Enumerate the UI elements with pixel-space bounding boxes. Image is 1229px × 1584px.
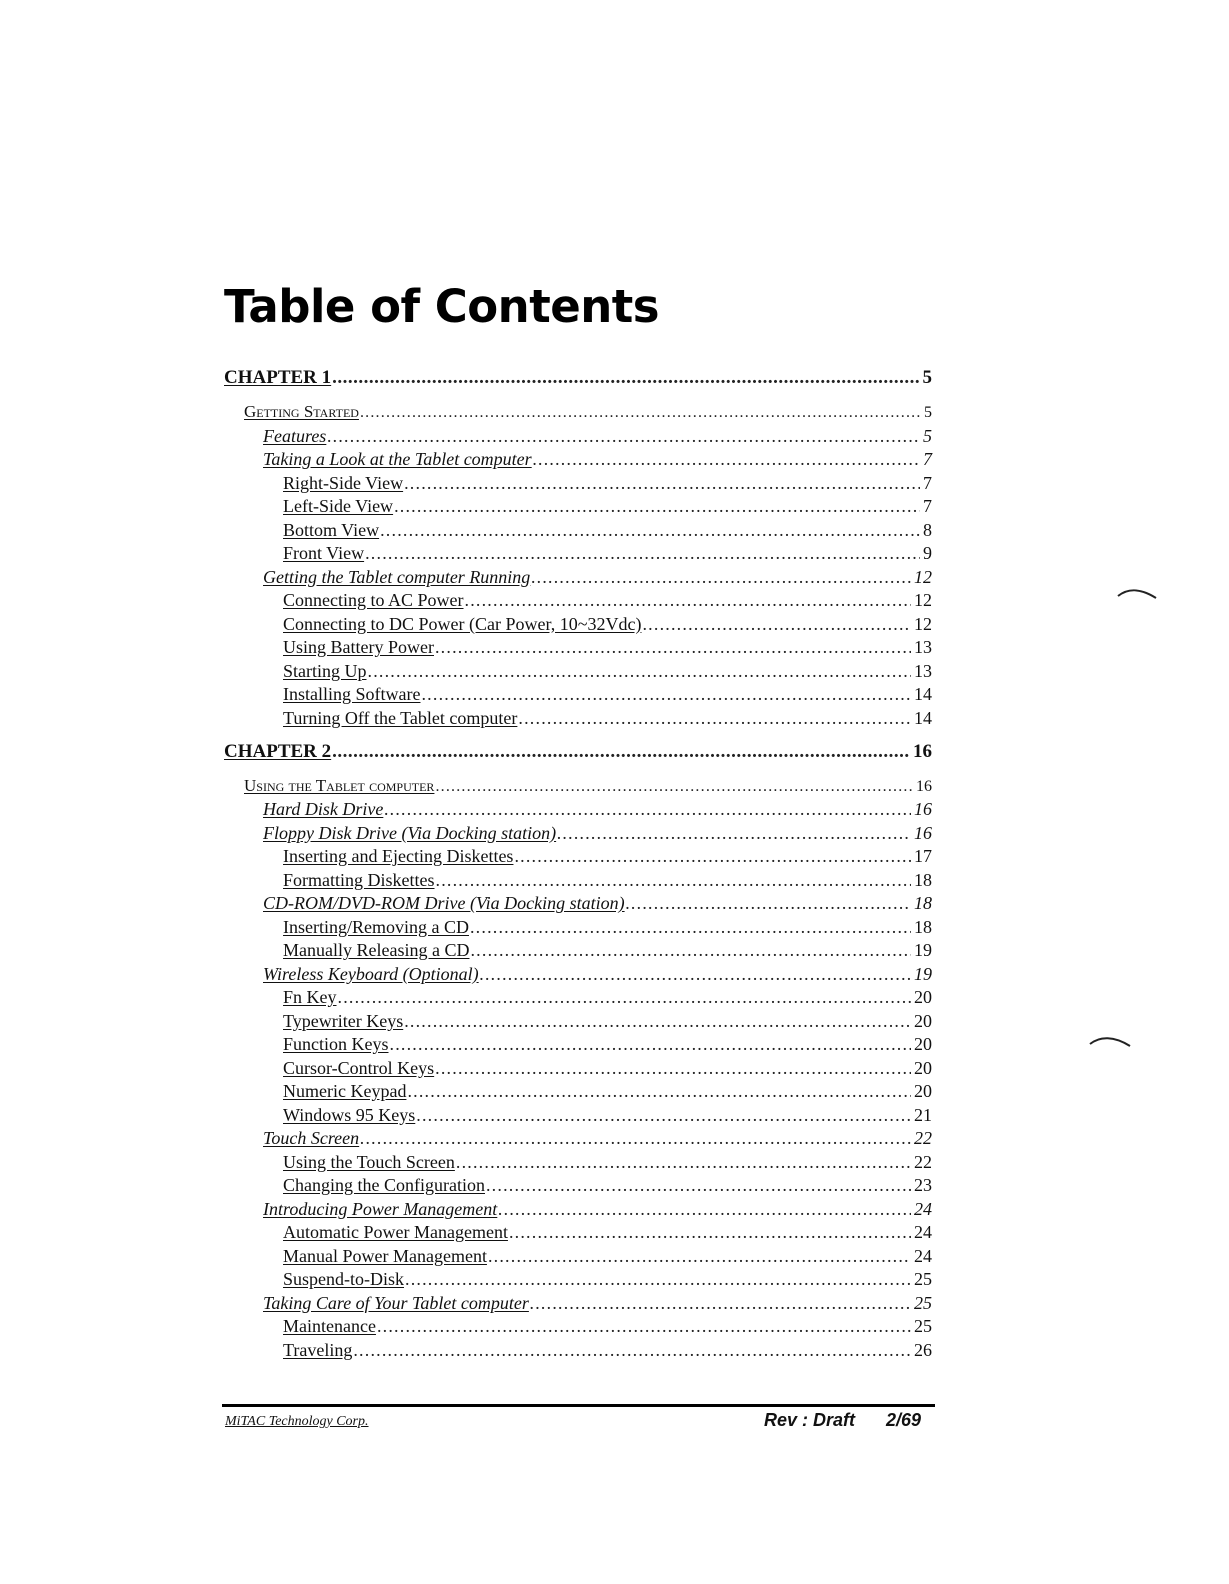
toc-entry-section[interactable] — [244, 774, 932, 798]
toc-dot-leader — [486, 1173, 911, 1197]
toc-entry-label: Bottom View — [283, 519, 380, 540]
toc-entry-label: Inserting and Ejecting Diskettes — [283, 846, 514, 866]
toc-entry-label: Touch Screen — [263, 1128, 360, 1148]
toc-entry-page: 12 — [914, 613, 932, 634]
toc-dot-leader — [456, 1150, 911, 1174]
toc-dot-leader — [327, 424, 920, 448]
toc-entry-label: Features — [263, 425, 327, 446]
toc-entry-sub2[interactable] — [283, 1009, 932, 1033]
toc-entry-label: Changing the Configuration — [283, 1175, 485, 1195]
toc-entry-sub2[interactable] — [283, 1338, 932, 1362]
toc-dot-leader — [530, 1291, 911, 1315]
toc-entry-page: 16 — [914, 799, 932, 819]
toc-dot-leader — [514, 844, 911, 868]
toc-entry-sub1[interactable] — [263, 1291, 932, 1315]
toc-entry-label: Introducing Power Management — [263, 1198, 498, 1219]
toc-entry-label: Formatting Diskettes — [283, 869, 435, 890]
scan-mark — [1116, 584, 1160, 604]
toc-entry-page: 22 — [914, 1128, 932, 1148]
toc-entry-page: 14 — [914, 707, 932, 728]
toc-entry-page: 24 — [914, 1222, 932, 1242]
toc-entry-label: Suspend-to-Disk — [283, 1269, 404, 1289]
toc-entry-label: CHAPTER 1 — [224, 367, 332, 388]
toc-dot-leader — [332, 740, 910, 764]
toc-entry-page: 20 — [914, 987, 932, 1007]
toc-entry-page: 20 — [914, 1081, 932, 1101]
toc-entry-label: Floppy Disk Drive (Via Docking station) — [263, 822, 557, 843]
toc-entry-page: 13 — [914, 637, 932, 657]
toc-entry-page: 16 — [913, 740, 932, 762]
toc-entry-label: Getting Started — [244, 402, 359, 421]
toc-entry-page: 12 — [914, 590, 932, 610]
toc-dot-leader — [407, 1079, 911, 1103]
toc-entry-page: 20 — [914, 1010, 932, 1031]
toc-entry-page: 18 — [914, 893, 932, 913]
toc-entry-sub1[interactable] — [263, 424, 932, 448]
toc-entry-label: Manually Releasing a CD — [283, 940, 470, 960]
toc-entry-label: Cursor-Control Keys — [283, 1057, 435, 1078]
toc-entry-label: Maintenance — [283, 1316, 376, 1336]
scan-mark — [1088, 1032, 1132, 1052]
toc-dot-leader — [470, 915, 911, 939]
toc-entry-sub2[interactable] — [283, 1103, 932, 1127]
toc-entry-sub1[interactable] — [263, 891, 932, 915]
toc-entry-label: Numeric Keypad — [283, 1081, 407, 1101]
toc-entry-sub2[interactable] — [283, 471, 932, 495]
toc-entry-page: 8 — [923, 519, 932, 540]
toc-entry-page: 7 — [923, 472, 932, 493]
toc-dot-leader — [498, 1197, 911, 1221]
toc-entry-sub1[interactable] — [263, 447, 932, 471]
toc-entry-sub2[interactable] — [283, 985, 932, 1009]
toc-entry-sub1[interactable] — [263, 1126, 932, 1150]
toc-entry-page: 16 — [916, 777, 932, 795]
toc-dot-leader — [488, 1244, 911, 1268]
toc-entry-page: 21 — [914, 1104, 932, 1125]
toc-entry-sub1[interactable] — [263, 797, 932, 821]
toc-entry-sub2[interactable] — [283, 635, 932, 659]
toc-entry-label: CHAPTER 2 — [224, 740, 332, 762]
toc-dot-leader — [533, 447, 920, 471]
toc-entry-label: Right-Side View — [283, 472, 404, 493]
toc-dot-leader — [626, 891, 911, 915]
toc-entry-page: 19 — [914, 963, 932, 984]
toc-dot-leader — [368, 659, 912, 683]
toc-entry-sub2[interactable] — [283, 659, 932, 683]
toc-dot-leader — [642, 612, 911, 636]
toc-entry-label: Function Keys — [283, 1034, 389, 1054]
toc-dot-leader — [416, 1103, 911, 1127]
toc-dot-leader — [394, 494, 920, 518]
toc-entry-label: Using the Tablet computer — [244, 775, 435, 795]
toc-entry-page: 22 — [914, 1151, 932, 1172]
toc-entry-page: 5 — [922, 367, 932, 388]
toc-entry-page: 25 — [914, 1292, 932, 1313]
toc-entry-label: Typewriter Keys — [283, 1010, 404, 1031]
toc-entry-page: 20 — [914, 1057, 932, 1078]
toc-entry-page: 13 — [914, 660, 932, 681]
toc-entry-page: 26 — [914, 1339, 932, 1360]
toc-entry-label: Hard Disk Drive — [263, 799, 384, 819]
toc-dot-leader — [509, 1220, 911, 1244]
page-title: Table of Contents — [224, 280, 660, 333]
toc-entry-label: Traveling — [283, 1339, 353, 1360]
toc-entry-sub2[interactable] — [283, 518, 932, 542]
toc-entry-page: 24 — [914, 1245, 932, 1266]
toc-entry-chapter[interactable] — [224, 740, 932, 764]
toc-entry-sub1[interactable] — [263, 962, 932, 986]
toc-entry-label: Installing Software — [283, 684, 421, 704]
toc-entry-label: Automatic Power Management — [283, 1222, 508, 1242]
toc-entry-page: 5 — [924, 404, 932, 421]
toc-entry-label: Front View — [283, 543, 365, 563]
toc-entry-page: 18 — [914, 916, 932, 937]
toc-dot-leader — [404, 1009, 911, 1033]
toc-entry-label: Windows 95 Keys — [283, 1104, 416, 1125]
toc-dot-leader — [353, 1338, 911, 1362]
toc-dot-leader — [518, 706, 911, 730]
toc-entry-sub2[interactable] — [283, 1150, 932, 1174]
toc-entry-label: Turning Off the Tablet computer — [283, 707, 518, 728]
toc-entry-page: 17 — [914, 846, 932, 866]
toc-entry-label: Using the Touch Screen — [283, 1151, 455, 1172]
toc-entry-label: CD-ROM/DVD-ROM Drive (Via Docking station) — [263, 893, 625, 913]
toc-dot-leader — [436, 868, 912, 892]
toc-entry-section[interactable] — [244, 400, 932, 424]
toc-dot-leader — [405, 1267, 911, 1291]
footer-revision: Rev : Draft — [764, 1410, 856, 1430]
toc-dot-leader — [557, 821, 911, 845]
toc-dot-leader — [435, 1056, 911, 1080]
toc-entry-page: 14 — [914, 684, 932, 704]
toc-entry-label: Getting the Tablet computer Running — [263, 566, 531, 587]
toc-entry-sub2[interactable] — [283, 1173, 932, 1197]
toc-entry-label: Taking Care of Your Tablet computer — [263, 1292, 529, 1313]
toc-dot-leader — [465, 588, 912, 612]
toc-entry-page: 20 — [914, 1034, 932, 1054]
toc-entry-label: Connecting to DC Power (Car Power, 10~32Vdc) — [283, 613, 642, 634]
toc-entry-page: 24 — [914, 1198, 932, 1219]
toc-entry-sub2[interactable] — [283, 938, 932, 962]
footer-divider — [222, 1404, 935, 1407]
toc-entry-sub2[interactable] — [283, 706, 932, 730]
toc-dot-leader — [365, 541, 920, 565]
toc-entry-page: 16 — [914, 822, 932, 843]
toc-dot-leader — [338, 985, 912, 1009]
toc-entry-sub2[interactable] — [283, 868, 932, 892]
toc-entry-label: Fn Key — [283, 987, 337, 1007]
toc-entry-label: Connecting to AC Power — [283, 590, 464, 610]
toc-entry-page: 7 — [923, 496, 932, 516]
toc-entry-page: 25 — [914, 1269, 932, 1289]
toc-entry-sub2[interactable] — [283, 1079, 932, 1103]
toc-entry-sub2[interactable] — [283, 1244, 932, 1268]
toc-entry-page: 19 — [914, 940, 932, 960]
toc-entry-label: Manual Power Management — [283, 1245, 487, 1266]
toc-entry-sub2[interactable] — [283, 612, 932, 636]
toc-dot-leader — [384, 797, 911, 821]
toc-entry-page: 23 — [914, 1175, 932, 1195]
footer-page-number: 2/69 — [886, 1410, 922, 1430]
toc-dot-leader — [531, 565, 911, 589]
toc-entry-label: Starting Up — [283, 660, 367, 681]
toc-dot-leader — [470, 938, 911, 962]
toc-dot-leader — [360, 401, 921, 425]
toc-entry-label: Inserting/Removing a CD — [283, 916, 469, 937]
toc-entry-sub1[interactable] — [263, 1197, 932, 1221]
footer-company: MiTAC Technology Corp. — [225, 1414, 369, 1429]
toc-entry-chapter[interactable] — [224, 366, 932, 390]
toc-entry-sub2[interactable] — [283, 494, 932, 518]
toc-entry-label: Left-Side View — [283, 496, 394, 516]
toc-entry-sub2[interactable] — [283, 541, 932, 565]
toc-entry-sub1[interactable] — [263, 565, 932, 589]
toc-dot-leader — [421, 682, 911, 706]
toc-entry-sub2[interactable] — [283, 844, 932, 868]
toc-entry-label: Taking a Look at the Tablet computer — [263, 449, 532, 469]
toc-entry-sub2[interactable] — [283, 1056, 932, 1080]
toc-entry-sub2[interactable] — [283, 1267, 932, 1291]
toc-dot-leader — [435, 635, 911, 659]
toc-dot-leader — [480, 962, 911, 986]
toc-entry-page: 9 — [923, 543, 932, 563]
toc-dot-leader — [380, 518, 920, 542]
toc-dot-leader — [377, 1314, 911, 1338]
toc-entry-label: Using Battery Power — [283, 637, 434, 657]
toc-entry-page: 18 — [914, 869, 932, 890]
toc-entry-page: 12 — [914, 566, 932, 587]
toc-entry-sub2[interactable] — [283, 1314, 932, 1338]
toc-dot-leader — [332, 366, 919, 390]
toc-entry-sub2[interactable] — [283, 1220, 932, 1244]
toc-entry-sub2[interactable] — [283, 682, 932, 706]
toc-entry-sub2[interactable] — [283, 915, 932, 939]
toc-entry-page: 5 — [923, 425, 932, 446]
toc-dot-leader — [390, 1032, 912, 1056]
toc-entry-sub2[interactable] — [283, 1032, 932, 1056]
toc-entry-sub1[interactable] — [263, 821, 932, 845]
toc-dot-leader — [360, 1126, 911, 1150]
toc-entry-page: 25 — [914, 1316, 932, 1336]
toc-dot-leader — [435, 775, 913, 799]
toc-entry-sub2[interactable] — [283, 588, 932, 612]
toc-entry-label: Wireless Keyboard (Optional) — [263, 963, 479, 984]
toc-dot-leader — [404, 471, 920, 495]
toc-entry-page: 7 — [923, 449, 932, 469]
